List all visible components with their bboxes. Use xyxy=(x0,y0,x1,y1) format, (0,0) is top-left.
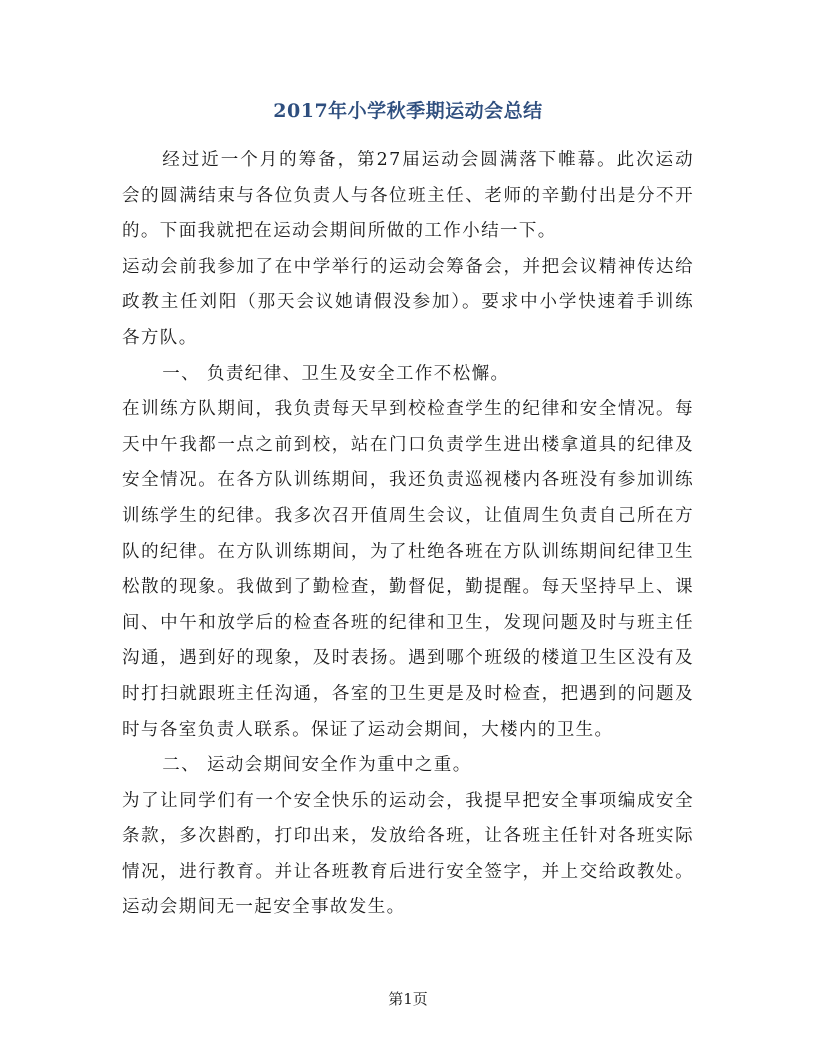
paragraph-safety: 为了让同学们有一个安全快乐的运动会，我提早把安全事项编成安全条款，多次斟酌，打印出来，发放给各班，让各班主任针对各班实际情况，进行教育。并让各班教育后进行安全签字，并上交给政教处。运动会期间无一起安全事故发生。 xyxy=(122,790,694,918)
section-heading-safety: 二、 运动会期间安全作为重中之重。 xyxy=(162,755,472,776)
document-title: 2017年小学秋季期运动会总结 xyxy=(273,100,543,122)
paragraph-preparation: 运动会前我参加了在中学举行的运动会筹备会，并把会议精神传达给政教主任刘阳（那天会议她请假没参加）。要求中小学快速着手训练各方队。 xyxy=(122,256,694,348)
paragraph-discipline: 在训练方队期间，我负责每天早到校检查学生的纪律和安全情况。每天中午我都一点之前到校，站在门口负责学生进出楼拿道具的纪律及安全情况。在各方队训练期间，我还负责巡视楼内各班没有参加训练训练学生的纪律。我多次召开值周生会议，让值周生负责自己所在方队的纪律。在方队训练期间，为了杜绝各班在方队训练期间纪律卫生松散的现象。我做到了勤检查，勤督促，勤提醒。每天坚持早上、课间、中午和放学后的检查各班的纪律和卫生，发现问题及时与班主任沟通，遇到好的现象，及时表扬。遇到哪个班级的楼道卫生区没有及时打扫就跟班主任沟通，各室的卫生更是及时检查，把遇到的问题及时与各室负责人联系。保证了运动会期间，大楼内的卫生。 xyxy=(122,399,694,740)
page-number: 第1页 xyxy=(388,990,428,1008)
document-body xyxy=(122,143,694,926)
paragraph-intro: 经过近一个月的筹备，第27届运动会圆满落下帷幕。此次运动会的圆满结束与各位负责人与各位班主任、老师的辛勤付出是分不开的。下面我就把在运动会期间所做的工作小结一下。 xyxy=(122,150,694,242)
section-heading-discipline: 一、 负责纪律、卫生及安全工作不松懈。 xyxy=(162,363,510,384)
